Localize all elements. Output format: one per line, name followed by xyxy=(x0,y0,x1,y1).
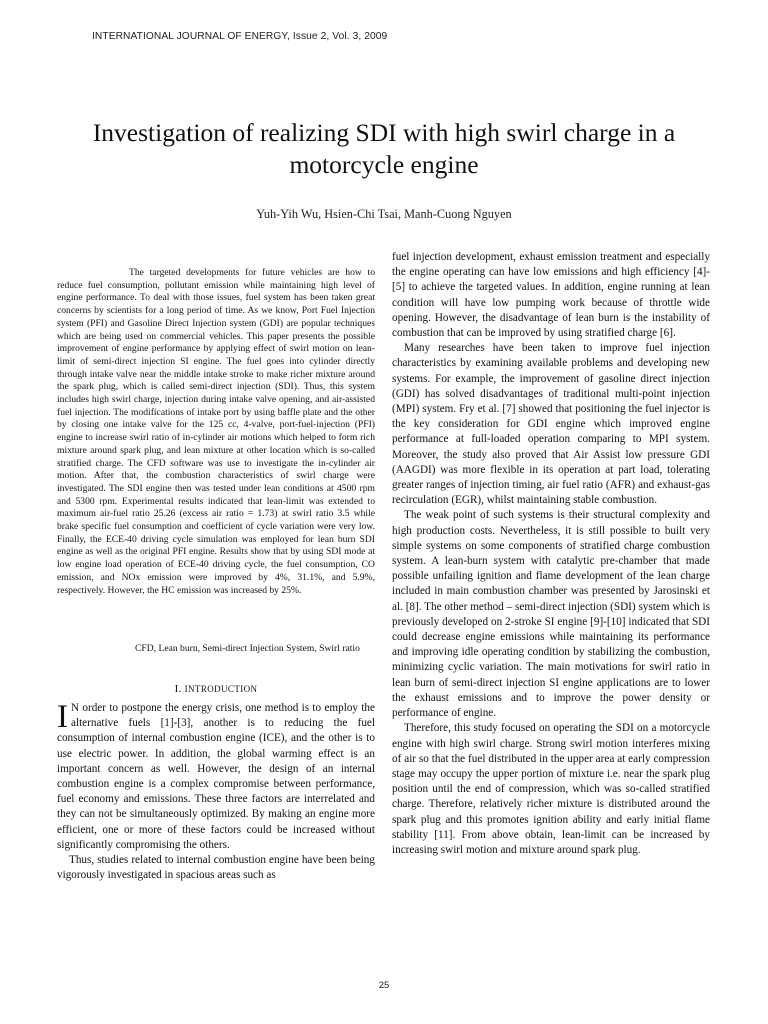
section-heading xyxy=(57,683,375,695)
abstract-text: The targeted developments for future vehicles are how to reduce fuel consumption, pollutant emission while maintaining high level of engine performance. To deal with those issues, fuel system has been taken great concerns by scientists for a long period of time. As we know, Port Fuel Injection system (PFI) and Gasoline Direct Injection system (GDI) are popular techniques which are being used on commercial vehicles. This paper presents the possible improvement of engine performance by applying effect of swirl motion on lean-limit of semi-direct injection SI engine. The fuel goes into cylinder directly through intake valve near the middle intake stroke to make richer mixture around the spark plug, which is called semi-direct injection (SDI). Thus, this system includes high swirl charge, injection during intake valve opening, and air-assisted fuel injection. The modifications of intake port by using baffle plate and the other by closing one intake valve for the 125 cc, 4-valve, port-fuel-injection (PFI) engine to increase swirl ratio of in-cylinder air motions which helped to form rich mixture around spark plug, and lean mixture at other location which is so-called stratified charge. The CFD software was use to investigate the in-cylinder air motion. After that, the combustion characteristics of swirl charge were investigated. The SDI engine then was tested under lean conditions at 4500 rpm and 5300 rpm. Experimental results indicated that lean-limit was extended to maximum air-fuel ratio 25.26 (excess air ratio = 1.73) at swirl ratio 3.5 while brake specific fuel consumption and coefficient of cycle variation were very low. Finally, the ECE-40 driving cycle simulation was employed for lean burn SDI engine as well as the original PFI engine. Results show that by using SDI mode at low engine load operation of ECE-40 driving cycle, the fuel consumption, CO emission, and NOx emission were improved by 4%, 31.1%, and 5.9%, respectively. However, the HC emission was increased by 25%. xyxy=(57,267,375,596)
keywords-text: CFD, Lean burn, Semi-direct Injection System, Swirl ratio xyxy=(135,643,360,654)
page-number: 25 xyxy=(378,980,390,991)
journal-header: INTERNATIONAL JOURNAL OF ENERGY, Issue 2, Vol. 3, 2009 xyxy=(92,31,388,42)
intro-paragraph-2: Thus, studies related to internal combustion engine have been being vigorously investigated in spacious areas such as xyxy=(57,854,375,882)
keywords xyxy=(57,643,375,656)
right-paragraph-1: fuel injection development, exhaust emission treatment and especially the engine operating can have low emissions and high efficiency [4]-[5] to achieve the targeted values. In addition, engine running at lean condition will have low pumping work because of throttle wide opening. However, the disadvantage of lean burn is the instability of combustion that can be improved by using stratified charge [6]. xyxy=(392,251,710,340)
intro-paragraph-1-text: N order to postpone the energy crisis, one method is to employ the alternative fuels [1]-[3], another is to reducing the fuel consumption of internal combustion engine (ICE), and the other is to use electric power. In addition, the global warming effect is an important concern as well. However, the design of an internal combustion engine is a complex compromise between performance, fuel economy and emissions. These three factors are interrelated and they can not be simultaneously optimized. By making an engine more efficient, one or more of these factors could be increased without significantly compromising the others. xyxy=(57,702,375,851)
intro-paragraph-1 xyxy=(57,701,375,853)
section-number: I. xyxy=(174,683,182,695)
right-paragraph-3: The weak point of such systems is their structural complexity and high production costs. Nevertheless, it is still possible to built very simple systems on some components of stratified charge combustion system. A lean-burn system with catalytic pre-chamber that made possible unfailing ignition and flame development of the lean charge included in main combustion chamber was presented by Jarosinski et al. [8]. The other method – semi-direct injection (SDI) system which is previously developed on 2-stroke SI engine [9]-[10] indicated that SDI could decrease engine emissions while maintaining its performance and improving idle operating condition by stabilizing the combustion, minimizing cyclic variation. The main motivations for swirl ratio in lean burn of semi-direct injection SI engine applications are to lower the exhaust emissions and to improve the power density or performance of engine. xyxy=(392,509,710,720)
section-title: INTRODUCTION xyxy=(184,684,258,694)
introduction-body xyxy=(57,701,375,883)
right-paragraph-4: Therefore, this study focused on operating the SDI on a motorcycle engine with high swirl charge. Strong swirl motion interferes mixing of air so that the fuel distributed in the upper area at early compression stage may occupy the upper portion of mixture i.e. near the spark plug position until the end of compression, which was so-called stratified charge. Therefore, relatively richer mixture is distributed around the spark plug and this promotes ignition ability and early initial flame stability [11]. From above obtain, lean-limit can be increased by increasing swirl motion and mixture around spark plug. xyxy=(392,722,710,856)
drop-cap: I xyxy=(57,699,68,735)
authors: Yuh-Yih Wu, Hsien-Chi Tsai, Manh-Cuong Nguyen xyxy=(256,207,512,221)
right-column xyxy=(392,250,710,858)
abstract xyxy=(57,267,375,597)
right-paragraph-2: Many researches have been taken to improve fuel injection characteristics by examining available problems and developing new systems. For example, the improvement of gasoline direct injection (GDI) has solved disadvantages of traditional multi-point injection (MPI) system. Fry et al. [7] showed that positioning the fuel injector is the key consideration for GDI engine which improved engine performance at full-loaded operation comparing to MPI system. Moreover, the study also proved that Air Assist low pressure GDI (AAGDI) was more flexible in its operation at part load, tolerating greater ranges of injection timing, air fuel ratio (AFR) and exhaust-gas recirculation (EGR), whilst maintaining stable combustion. xyxy=(392,342,710,507)
paper-title: Investigation of realizing SDI with high swirl charge in a motorcycle engine xyxy=(92,118,676,179)
